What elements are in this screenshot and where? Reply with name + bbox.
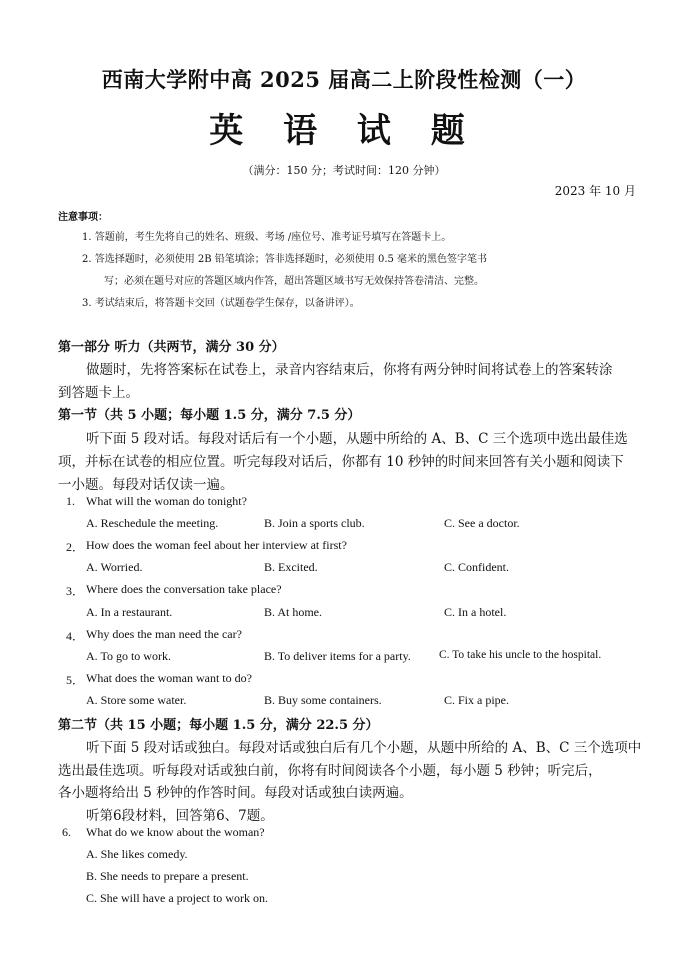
option-b: B. To deliver items for a party. bbox=[264, 649, 411, 663]
question-number: 3． bbox=[66, 584, 85, 598]
question-text: Why does the man need the car? bbox=[86, 627, 242, 641]
option-b: B. Join a sports club. bbox=[264, 516, 365, 530]
exam-date: 2023 年 10 月 bbox=[554, 184, 636, 198]
question-number: 5． bbox=[66, 673, 85, 687]
question-text: What does the woman want to do? bbox=[86, 671, 252, 685]
section2-text: 各小题将给出 5 秒钟的作答时间。每段对话或独白读两遍。 bbox=[58, 785, 413, 801]
question-number: 2． bbox=[66, 540, 85, 554]
section2-text: 选出最佳选项。听每段对话或独白前，你将有时间阅读各个小题，每小题 5 秒钟；听完后， bbox=[58, 763, 602, 779]
option-c: C. She will have a project to work on. bbox=[86, 891, 268, 905]
option-b: B. Buy some containers. bbox=[264, 693, 382, 707]
option-b: B. At home. bbox=[264, 605, 323, 619]
option-a: A. In a restaurant. bbox=[86, 605, 173, 619]
notice-item: 1. 答题前，考生先将自己的姓名、班级、考场 /座位号、准考证号填写在答题卡上。 bbox=[82, 232, 452, 243]
section1-text: 一小题。每段对话仅读一遍。 bbox=[58, 477, 234, 493]
notice-item: 写；必须在题号对应的答题区域内作答，超出答题区域书写无效保持答卷清洁、完整。 bbox=[104, 276, 484, 287]
option-c: C. See a doctor. bbox=[444, 516, 520, 530]
question-number: 1. bbox=[66, 494, 75, 508]
option-a: A. Worried. bbox=[86, 560, 143, 574]
question-number: 6. bbox=[62, 825, 71, 839]
question-number: 4． bbox=[66, 629, 85, 643]
question-text: What will the woman do tonight? bbox=[86, 494, 247, 508]
question-text: Where does the conversation take place? bbox=[86, 582, 282, 596]
part1-intro: 做题时，先将答案标在试卷上，录音内容结束后，你将有两分钟时间将试卷上的答案转涂 bbox=[86, 362, 613, 378]
option-c: C. Fix a pipe. bbox=[444, 693, 509, 707]
section2-text: 听下面 5 段对话或独白。每段对话或独白后有几个小题，从题中所给的 A、B、C 三个选项中 bbox=[86, 740, 642, 756]
option-c: C. Confident. bbox=[444, 560, 509, 574]
notice-heading: 注意事项： bbox=[58, 212, 108, 223]
section2-heading: 第二节（共 15 小题；每小题 1.5 分，满分 22.5 分） bbox=[58, 718, 379, 733]
option-a: A. Reschedule the meeting. bbox=[86, 516, 219, 530]
option-a: A. Store some water. bbox=[86, 693, 187, 707]
section2-text: 听第6段材料，回答第6、7题。 bbox=[86, 808, 274, 824]
question-text: What do we know about the woman? bbox=[86, 825, 265, 839]
notice-item: 3. 考试结束后，将答题卡交回（试题卷学生保存，以备讲评）。 bbox=[82, 298, 360, 309]
option-c: C. To take his uncle to the hospital. bbox=[439, 649, 602, 661]
option-a: A. To go to work. bbox=[86, 649, 171, 663]
option-b: B. She needs to prepare a present. bbox=[86, 869, 249, 883]
subject-title: 英 语 试 题 bbox=[209, 111, 479, 151]
section1-text: 项，并标在试卷的相应位置。听完每段对话后，你都有 10 秒钟的时间来回答有关小题和阅读下 bbox=[58, 454, 624, 470]
option-c: C. In a hotel. bbox=[444, 605, 507, 619]
option-b: B. Excited. bbox=[264, 560, 318, 574]
section1-text: 听下面 5 段对话。每段对话后有一个小题，从题中所给的 A、B、C 三个选项中选出最佳选 bbox=[86, 431, 628, 447]
exam-title: 西南大学附中高 2025 届高二上阶段性检测（一） bbox=[101, 67, 587, 92]
exam-meta: （满分：150 分；考试时间：120 分钟） bbox=[242, 164, 446, 177]
question-text: How does the woman feel about her interview at first? bbox=[86, 538, 347, 552]
section1-heading: 第一节（共 5 小题；每小题 1.5 分，满分 7.5 分） bbox=[58, 408, 361, 423]
part1-heading: 第一部分 听力（共两节，满分 30 分） bbox=[58, 340, 285, 355]
option-a: A. She likes comedy. bbox=[86, 847, 188, 861]
notice-item: 2. 答选择题时，必须使用 2B 铅笔填涂；答非选择题时，必须使用 0.5 毫米的黑色签字笔书 bbox=[82, 254, 488, 265]
part1-intro: 到答题卡上。 bbox=[58, 385, 139, 401]
